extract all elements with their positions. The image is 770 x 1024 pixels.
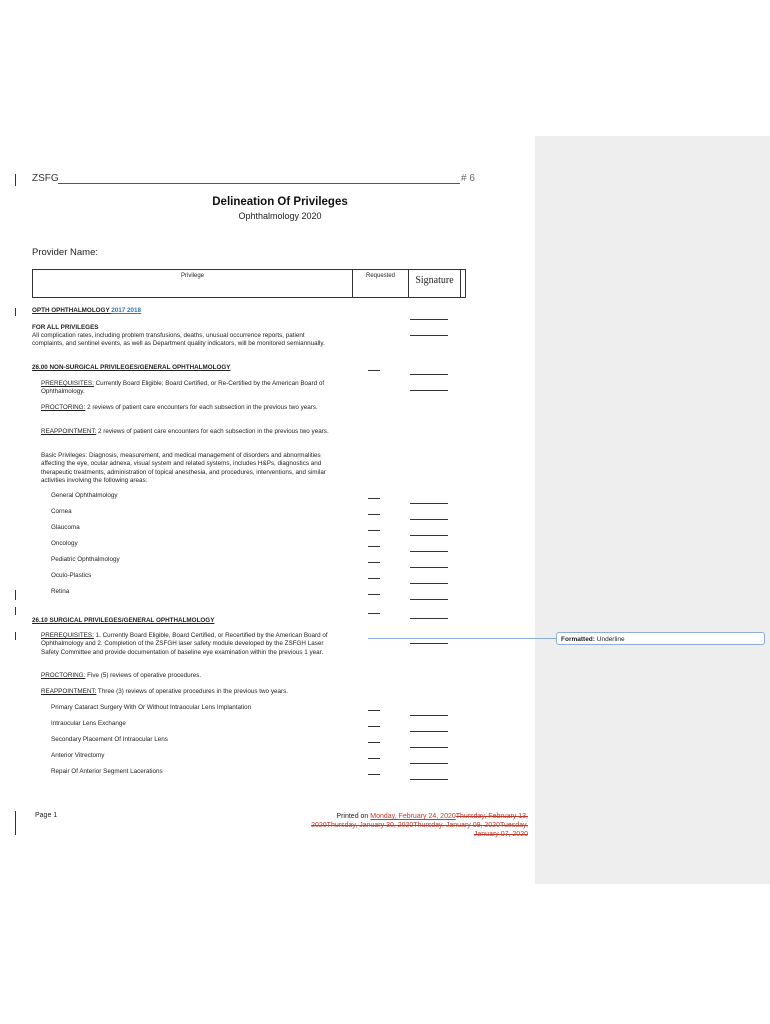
signature-line — [410, 535, 448, 536]
section-2600-prereq — [41, 380, 341, 397]
requested-line — [368, 742, 380, 743]
proctoring-label: PROCTORING: — [41, 672, 86, 679]
change-bar — [15, 590, 16, 600]
prereq-text: 1. Currently Board Eligible, Board Certified, or Recertified by the American Board of Ophthalmology and 2. Completion of the ZSFGH laser safety module developed by the ZSFGH Laser Safety Committee and provide documentation of baseline eye examination within the previous 1 year. — [41, 632, 328, 656]
reappointment-label: REAPPOINTMENT: — [41, 688, 97, 695]
signature-line — [410, 551, 448, 552]
section-2600-proctoring — [41, 404, 341, 412]
provider-name-label: Provider Name: — [32, 247, 98, 258]
printed-on — [290, 812, 528, 839]
signature-line — [410, 390, 448, 391]
comment-text: Underline — [596, 636, 625, 643]
privilege-item: Primary Cataract Surgery With Or Without Intraocular Lens Implantation — [51, 704, 252, 711]
privilege-item: Oculo-Plastics — [51, 572, 92, 579]
requested-line — [368, 562, 380, 563]
printed-deleted-dates: Thursday, February 13, 2020Thursday, January 30, 2020Thursday, January 09, 2020Tuesday, January 07, 2020 — [311, 813, 528, 838]
change-bar — [15, 811, 16, 835]
privilege-item: General Ophthalmology — [51, 492, 118, 499]
privilege-item: Repair Of Anterior Segment Lacerations — [51, 768, 163, 775]
section-2610-proctoring — [41, 672, 341, 680]
requested-line — [368, 594, 380, 595]
privilege-item: Cornea — [51, 508, 72, 515]
requested-line — [368, 530, 380, 531]
privilege-item: Retina — [51, 588, 70, 595]
col-privilege: Privilege — [33, 270, 353, 297]
requested-line — [368, 758, 380, 759]
reappointment-text: 2 reviews of patient care encounters for each subsection in the previous two years. — [96, 428, 329, 435]
requested-line — [368, 514, 380, 515]
all-privileges-heading: FOR ALL PRIVILEGES — [32, 324, 99, 331]
col-requested: Requested — [353, 270, 409, 297]
signature-line — [410, 583, 448, 584]
all-privileges-text: All complication rates, including problem transfusions, deaths, unusual occurrence reports, patient complaints, and sentinel events, as well as Department quality indicators, will be monitored semiannually. — [32, 332, 325, 348]
signature-line — [410, 763, 448, 764]
prereq-text: Currently Board Eligible; Board Certified, or Re-Certified by the American Board of Ophthalmology. — [41, 380, 325, 396]
comments-margin-pane — [535, 136, 770, 884]
section-2610-reappointment — [41, 688, 351, 696]
privilege-item: Oncology — [51, 540, 78, 547]
comment-label: Formatted: — [561, 636, 595, 643]
signature-line — [410, 618, 448, 619]
signature-line — [410, 731, 448, 732]
change-bar — [15, 632, 16, 640]
privilege-item: Secondary Placement Of Intraocular Lens — [51, 736, 168, 743]
comment-balloon[interactable] — [556, 632, 765, 645]
section-2610-heading: 26.10 SURGICAL PRIVILEGES/GENERAL OPHTHALMOLOGY — [32, 617, 215, 624]
section-2610-prereq — [41, 632, 343, 657]
signature-line — [410, 374, 448, 375]
prereq-label: PREREQUISITES: — [41, 632, 94, 639]
header-left: ZSFG — [32, 173, 59, 184]
section-2600-basic-privileges: Basic Privileges: Diagnosis, measurement, and medical management of disorders and abnormalities affecting the eye, ocular adnexa, visual system and related systems, includes H&Ps, diagnostics and therapeutic treatments, administration of topical anesthesia, and procedures, interventions, and similar activities involving the following areas: — [41, 452, 326, 485]
signature-line — [410, 779, 448, 780]
section-2600-reappointment — [41, 428, 351, 436]
requested-line — [368, 498, 380, 499]
opth-heading-tracked: 2017 2018 — [111, 307, 142, 314]
proctoring-label: PROCTORING: — [41, 404, 86, 411]
signature-line — [410, 715, 448, 716]
signature-line — [410, 335, 448, 336]
section-2600-heading: 26.00 NON-SURGICAL PRIVILEGES/GENERAL OPHTHALMOLOGY — [32, 364, 231, 371]
change-bar — [15, 308, 16, 316]
change-bar — [15, 174, 16, 186]
requested-line — [368, 613, 380, 614]
signature-line — [410, 747, 448, 748]
page-subtitle: Ophthalmology 2020 — [238, 211, 322, 221]
privilege-table-header — [32, 269, 466, 298]
requested-line — [368, 578, 380, 579]
printed-prefix: Printed on — [336, 813, 371, 820]
col-signature: Signature — [409, 270, 461, 297]
signature-line — [410, 643, 448, 644]
reappointment-text: Three (3) reviews of operative procedures in the previous two years. — [96, 688, 288, 695]
privilege-item: Anterior Vitrectomy — [51, 752, 105, 759]
opth-heading — [32, 307, 141, 315]
page-number: Page 1 — [35, 812, 58, 819]
printed-inserted-date: Monday, February 24, 2020 — [370, 813, 456, 820]
opth-heading-text: OPTH OPHTHALMOLOGY — [32, 307, 110, 314]
signature-line — [410, 567, 448, 568]
requested-line — [368, 370, 380, 371]
signature-line — [410, 503, 448, 504]
requested-line — [368, 546, 380, 547]
header-right: # 6 — [461, 173, 475, 184]
prereq-label: PREREQUISITES: — [41, 380, 94, 387]
requested-line — [368, 710, 380, 711]
privilege-item: Intraocular Lens Exchange — [51, 720, 126, 727]
proctoring-text: 2 reviews of patient care encounters for each subsection in the previous two years. — [85, 404, 318, 411]
requested-line — [368, 726, 380, 727]
proctoring-text: Five (5) reviews of operative procedures. — [85, 672, 202, 679]
privilege-item: Pediatric Ophthalmology — [51, 556, 120, 563]
requested-line — [368, 774, 380, 775]
page-title: Delineation Of Privileges — [212, 196, 348, 208]
signature-line — [410, 599, 448, 600]
signature-line — [410, 319, 448, 320]
signature-line — [410, 519, 448, 520]
privilege-item: Glaucoma — [51, 524, 80, 531]
comment-connector — [368, 638, 556, 639]
header-rule — [58, 183, 460, 184]
change-bar — [15, 607, 16, 615]
reappointment-label: REAPPOINTMENT: — [41, 428, 97, 435]
